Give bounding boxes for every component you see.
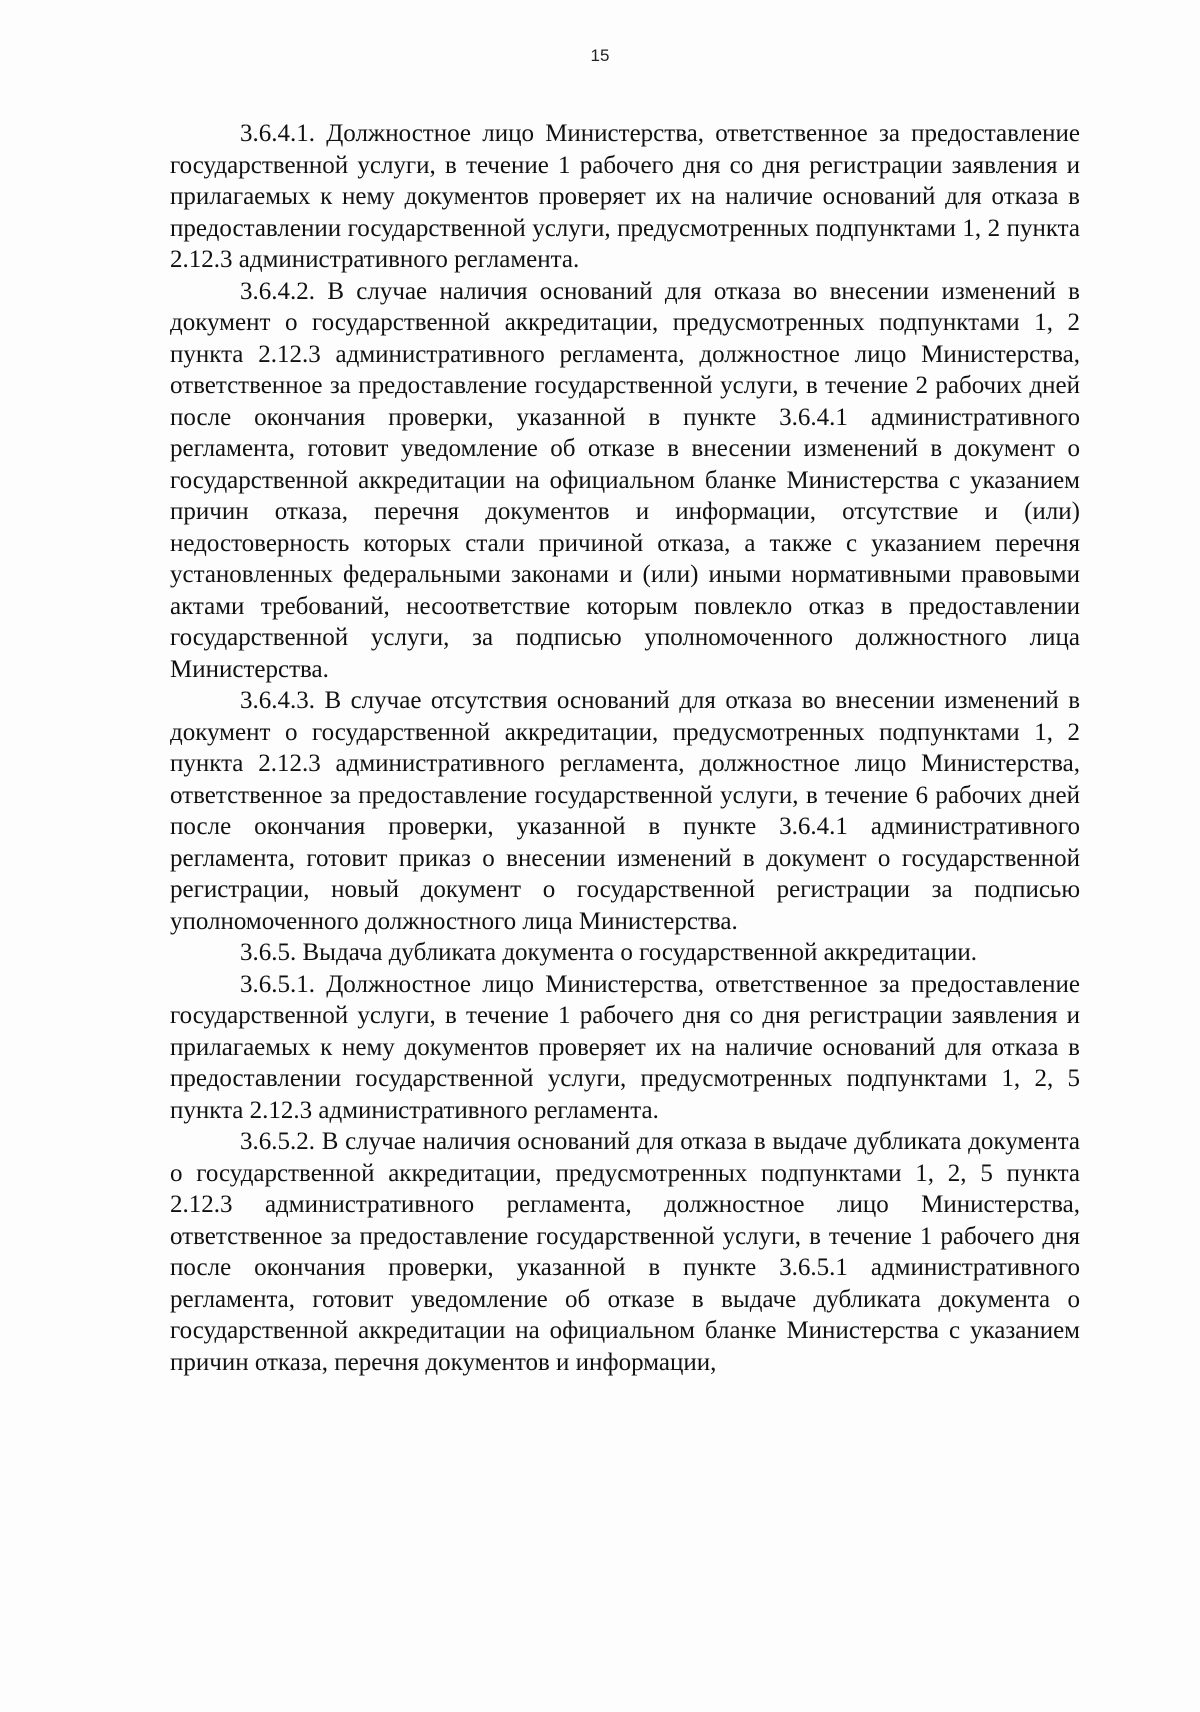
- page-number: 15: [590, 46, 610, 65]
- section-heading-3-6-5: 3.6.5. Выдача дубликата документа о государственной аккредитации.: [240, 939, 978, 966]
- paragraph-3-6-4-2: 3.6.4.2. В случае наличия оснований для отказа во внесении изменений в документ о государственной аккредитации, предусмотренных подпунктами 1, 2 пункта 2.12.3 административного регламента, должностное лицо Министерства, ответственное за предоставление государственной услуги, в течение 2 рабочих дней после окончания проверки, указанной в пункте 3.6.4.1 административного регламента, готовит уведомление об отказе в внесении изменений в документ о государственной аккредитации на официальном бланке Министерства с указанием причин отказа, перечня документов и информации, отсутствие и (или) недостоверность которых стали причиной отказа, а также с указанием перечня установленных федеральными законами и (или) иными нормативными правовыми актами требований, несоответствие которым повлекло отказ в предоставлении государственной услуги, за подписью уполномоченного должностного лица Министерства.: [170, 277, 1080, 683]
- document-body: [170, 118, 1080, 1378]
- paragraph-3-6-4-3: 3.6.4.3. В случае отсутствия оснований для отказа во внесении изменений в документ о государственной аккредитации, предусмотренных подпунктами 1, 2 пункта 2.12.3 административного регламента, должностное лицо Министерства, ответственное за предоставление государственной услуги, в течение 6 рабочих дней после окончания проверки, указанной в пункте 3.6.4.1 административного регламента, готовит приказ о внесении изменений в документ о государственной регистрации, новый документ о государственной регистрации за подписью уполномоченного должностного лица Министерства.: [170, 687, 1080, 935]
- paragraph-3-6-4-1: 3.6.4.1. Должностное лицо Министерства, ответственное за предоставление государственной услуги, в течение 1 рабочего дня со дня регистрации заявления и прилагаемых к нему документов проверяет их на наличие оснований для отказа в предоставлении государственной услуги, предусмотренных подпунктами 1, 2 пункта 2.12.3 административного регламента.: [170, 120, 1080, 273]
- paragraph-3-6-5-1: 3.6.5.1. Должностное лицо Министерства, ответственное за предоставление государственной услуги, в течение 1 рабочего дня со дня регистрации заявления и прилагаемых к нему документов проверяет их на наличие оснований для отказа в предоставлении государственной услуги, предусмотренных подпунктами 1, 2, 5 пункта 2.12.3 административного регламента.: [170, 970, 1080, 1124]
- paragraph-3-6-5-2: 3.6.5.2. В случае наличия оснований для отказа в выдаче дубликата документа о государственной аккредитации, предусмотренных подпунктами 1, 2, 5 пункта 2.12.3 административного регламента, должностное лицо Министерства, ответственное за предоставление государственной услуги, в течение 1 рабочего дня после окончания проверки, указанной в пункте 3.6.5.1 административного регламента, готовит уведомление об отказе в выдаче дубликата документа о государственной аккредитации на официальном бланке Министерства с указанием причин отказа, перечня документов и информации,: [170, 1128, 1080, 1376]
